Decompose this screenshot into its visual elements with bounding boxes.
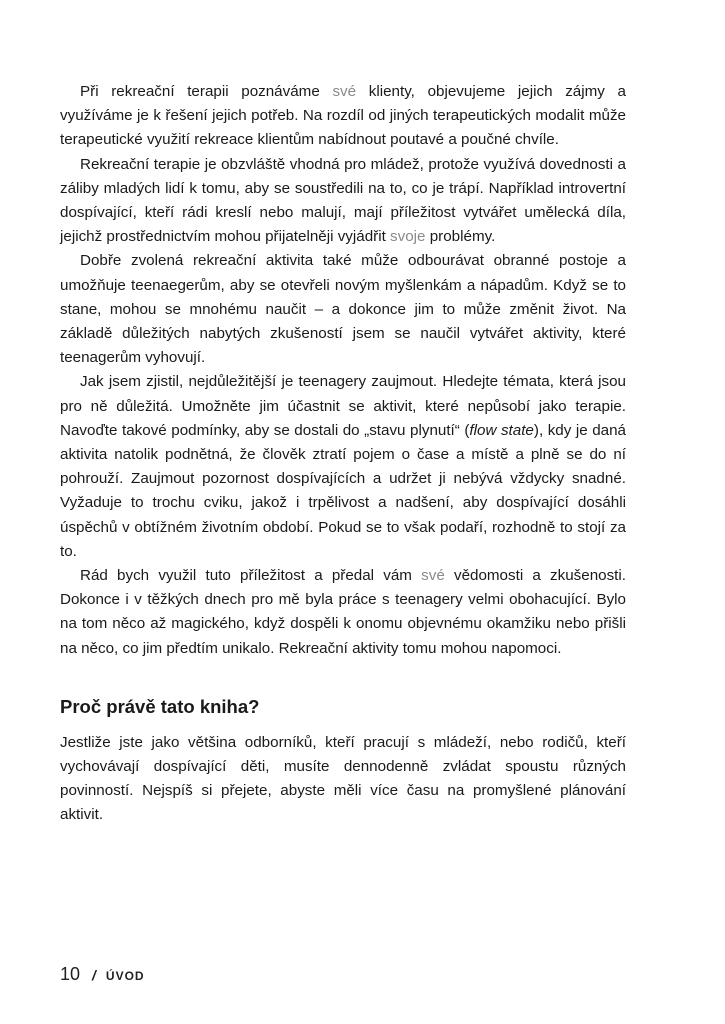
text-span: Dobře zvolená rekreační aktivita také může odbourávat obranné postoje a umožňuje teenaegerům, aby se otevřeli novým myšlenkám a nápadům. Když se to stane, mohou se mnohému naučit – a dokonce jim to může změnit život. Na základě důležitých nabytých zkušeností jsem se naučil vytvářet aktivity, které teenagerům vyhovují. bbox=[60, 252, 626, 367]
highlighted-word: své bbox=[332, 83, 357, 100]
page-footer bbox=[60, 964, 145, 985]
text-span: problémy. bbox=[425, 228, 496, 246]
text-span: ), kdy je daná aktivita natolik podnětná, že člověk ztratí pojem o čase a místě a plně se do ní pohrouží. Zaujmout pozornost dospívajících a udržet ji nebývá vždycky snadné. Vyžaduje to trochu cviku, jakož i trpělivost a nadšení, aby dospívající dosáhli úspěchů v obtížném životním období. Pokud se to však podaří, rozhodně to stojí za to. bbox=[60, 421, 626, 560]
text-span: klienty, objevujeme jejich zájmy a využíváme je k řešení jejich potřeb. Na rozdíl od jiných terapeutických modalit může terapeutické využití rekreace klientům nabídnout poutavé a poučné chvíle. bbox=[60, 83, 626, 149]
italic-term: flow state bbox=[469, 421, 534, 439]
body-paragraph bbox=[60, 564, 626, 661]
highlighted-word: své bbox=[421, 567, 445, 585]
text-span: Při rekreační terapii poznáváme bbox=[80, 83, 333, 100]
section-heading: Proč právě tato kniha? bbox=[60, 695, 260, 717]
body-paragraph bbox=[60, 80, 626, 153]
footer-separator: / bbox=[92, 967, 96, 983]
page-number: 10 bbox=[60, 964, 81, 984]
body-paragraph bbox=[60, 249, 626, 370]
text-span: Jak jsem zjistil, nejdůležitější je teenagery zaujmout. Hledejte témata, která jsou pro ně důležitá. Umožněte jim účastnit se aktivit, které nepůsobí jako terapie. Navoďte takové podmínky, aby se dostali do „stavu plynutí“ ( bbox=[60, 373, 626, 439]
text-span: Rekreační terapie je obzvláště vhodná pro mládež, protože využívá dovednosti a záliby mladých lidí k tomu, aby se soustředili na to, co je trápí. Například introvertní dospívající, kteří rádi kreslí nebo malují, mají příležitost vytvářet umělecká díla, jejichž prostřednictvím mohou přijatelněji vyjádřit bbox=[60, 155, 626, 246]
page-content bbox=[60, 80, 626, 828]
text-span: vědomosti a zkušenosti. Dokonce i v těžkých dnech pro mě byla práce s teenagery velmi obohacující. Bylo na tom něco až magického, když dospěli k onomu objevnému okamžiku nebo přišli na něco, co jim předtím unikalo. Rekreační aktivity tomu mohou napomoci. bbox=[60, 567, 626, 657]
section-paragraph: Jestliže jste jako většina odborníků, kteří pracují s mládeží, nebo rodičů, kteří vychovávají dospívající děti, musíte dennodenně zvládat spoustu různých povinností. Nejspíš si přejete, abyste měli více času na promyšlené plánování aktivit. bbox=[60, 733, 626, 824]
text-span: Rád bych využil tuto příležitost a předal vám bbox=[80, 567, 422, 585]
body-text bbox=[60, 80, 626, 661]
body-paragraph bbox=[60, 370, 626, 564]
footer-section-title: ÚVOD bbox=[105, 969, 145, 983]
highlighted-word: svoje bbox=[390, 228, 426, 246]
body-paragraph bbox=[60, 153, 626, 250]
